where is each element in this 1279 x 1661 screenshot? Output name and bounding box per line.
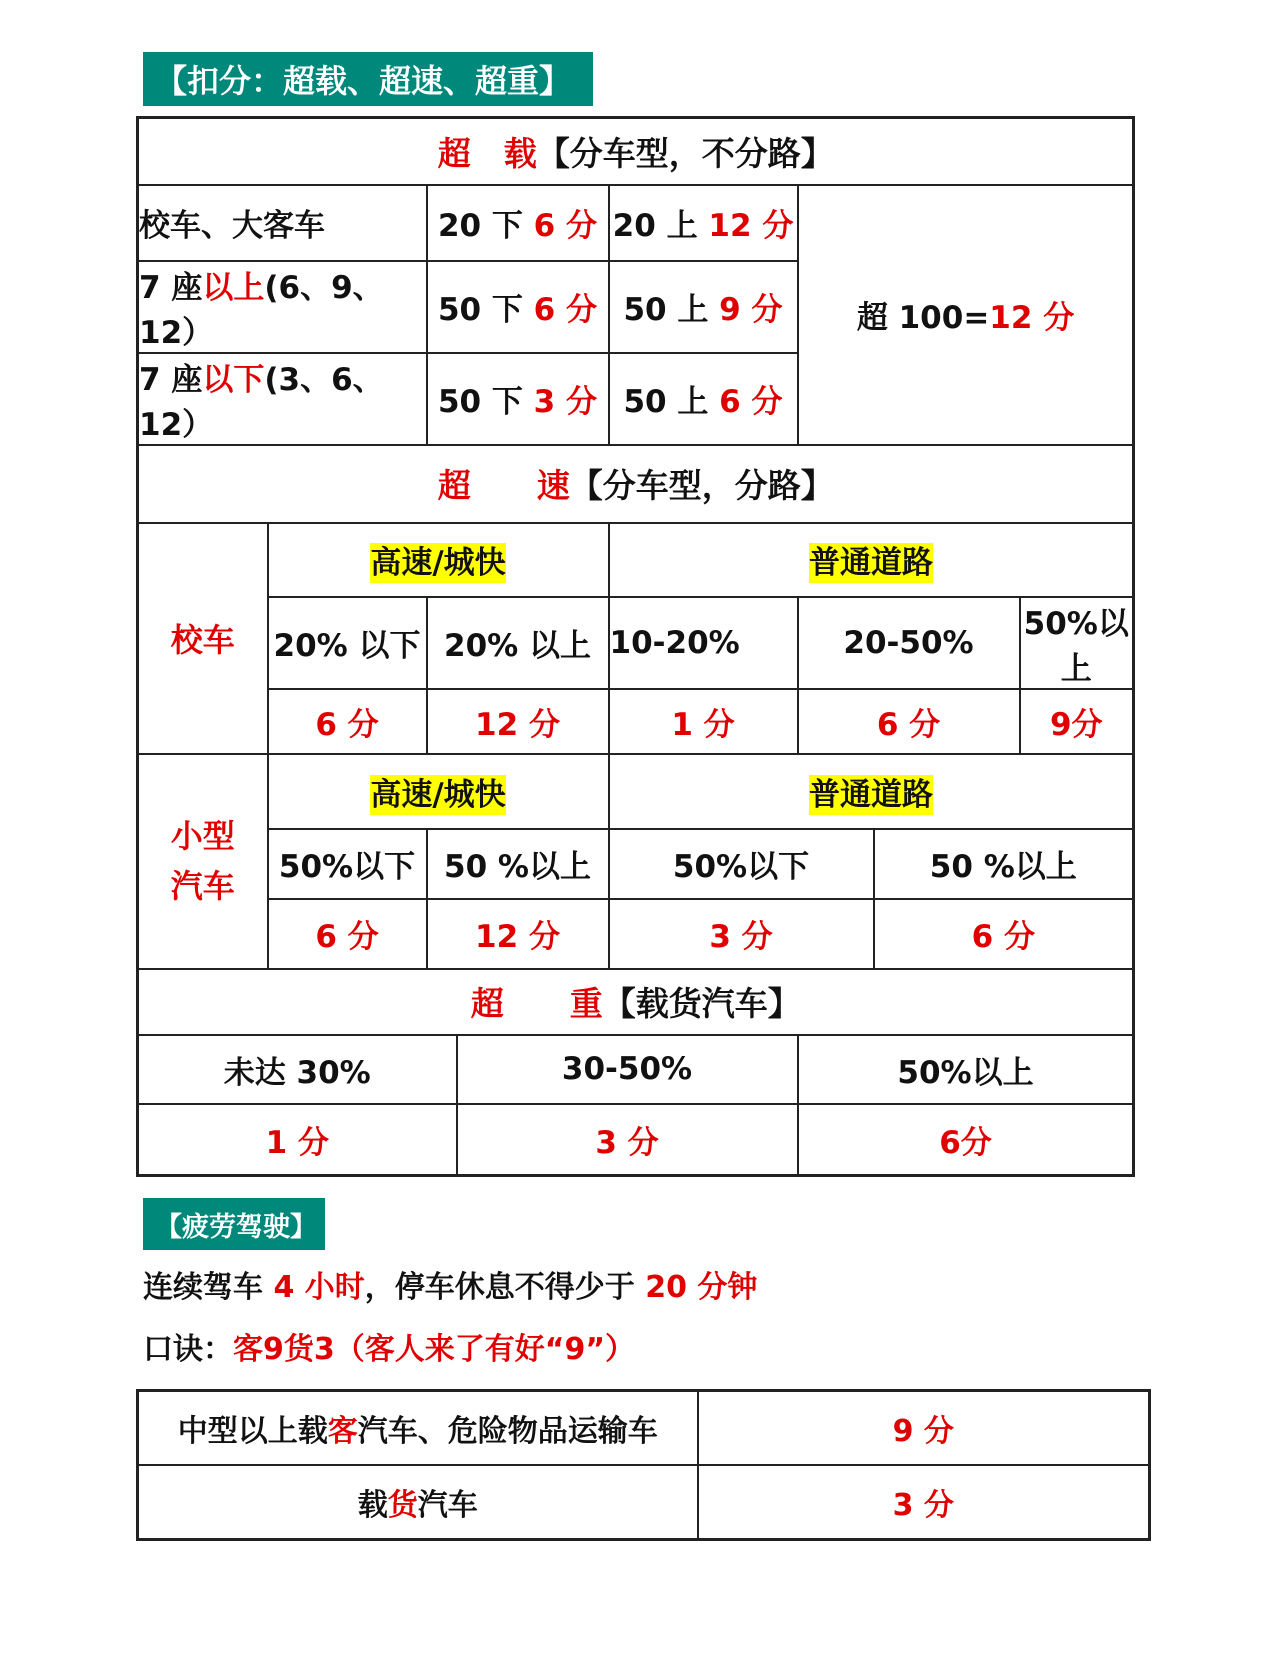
overweight-range: 未达 30% [138, 1035, 457, 1104]
speeding-title: 超 速【分车型，分路】 [138, 445, 1134, 523]
small-car-points: 3 分 [609, 899, 874, 969]
school-bus-points: 1 分 [609, 689, 798, 754]
section-tag-label: 【疲劳驾驶】 [155, 1211, 317, 1243]
small-car-points: 6 分 [268, 899, 427, 969]
fatigue-points: 3 分 [698, 1465, 1150, 1540]
school-bus-highway-header: 高速/城快 [268, 523, 609, 597]
overweight-range: 50%以上 [798, 1035, 1134, 1104]
fatigue-vehicle-label: 载货汽车 [138, 1465, 698, 1540]
fatigue-table [136, 1389, 1151, 1541]
small-car-points: 6 分 [874, 899, 1134, 969]
school-bus-ordinary-header: 普通道路 [609, 523, 1134, 597]
small-car-range: 50%以下 [268, 829, 427, 899]
overload-below-cell: 50 下 3 分 [427, 353, 609, 445]
deduction-table [136, 116, 1135, 1177]
section-tag-deductions [143, 52, 593, 106]
school-bus-points: 9分 [1020, 689, 1134, 754]
school-bus-range: 20% 以上 [427, 597, 609, 689]
school-bus-range: 10-20% [609, 597, 798, 689]
overweight-range: 30-50% [457, 1035, 798, 1104]
overload-above-cell: 50 上 6 分 [609, 353, 798, 445]
fatigue-mnemonic-line: 口诀：客9货3（客人来了有好“9”） [143, 1332, 636, 1367]
small-car-range: 50%以下 [609, 829, 874, 899]
section-tag-fatigue [143, 1198, 325, 1250]
small-car-range: 50 %以上 [874, 829, 1134, 899]
small-car-label: 小型 汽车 [138, 754, 268, 969]
school-bus-points: 12 分 [427, 689, 609, 754]
school-bus-points: 6 分 [268, 689, 427, 754]
small-car-ordinary-header: 普通道路 [609, 754, 1134, 829]
overload-subtitle: 【分车型，不分路】 [536, 133, 834, 173]
overweight-points: 1 分 [138, 1104, 457, 1176]
overweight-title: 超 重【载货汽车】 [138, 969, 1134, 1035]
overload-below-cell: 50 下 6 分 [427, 261, 609, 353]
overweight-points: 6分 [798, 1104, 1134, 1176]
small-car-highway-header: 高速/城快 [268, 754, 609, 829]
small-car-points: 12 分 [427, 899, 609, 969]
fatigue-points: 9 分 [698, 1391, 1150, 1466]
small-car-range: 50 %以上 [427, 829, 609, 899]
overload-row-label: 校车、大客车 [138, 185, 427, 261]
fatigue-rule-line: 连续驾车 4 小时，停车休息不得少于 20 分钟 [143, 1270, 758, 1305]
overweight-subtitle: 【载货汽车】 [602, 984, 801, 1023]
overweight-points: 3 分 [457, 1104, 798, 1176]
school-bus-range: 20-50% [798, 597, 1020, 689]
overload-title: 超 载【分车型，不分路】 [138, 118, 1134, 185]
fatigue-vehicle-label: 中型以上载客汽车、危险物品运输车 [138, 1391, 698, 1466]
speeding-subtitle: 【分车型，分路】 [569, 466, 834, 505]
overload-below-cell: 20 下 6 分 [427, 185, 609, 261]
school-bus-label: 校车 [138, 523, 268, 754]
overload-above-cell: 20 上 12 分 [609, 185, 798, 261]
overload-row-label: 7 座以下(3、6、12） [138, 353, 427, 445]
school-bus-range: 20% 以下 [268, 597, 427, 689]
school-bus-range: 50%以上 [1020, 597, 1134, 689]
school-bus-points: 6 分 [798, 689, 1020, 754]
overload-above-cell: 50 上 9 分 [609, 261, 798, 353]
overload-over100-cell: 超 100=12 分 [798, 185, 1134, 445]
overload-row-label: 7 座以上(6、9、12） [138, 261, 427, 353]
section-tag-label: 【扣分：超载、超速、超重】 [155, 62, 572, 100]
